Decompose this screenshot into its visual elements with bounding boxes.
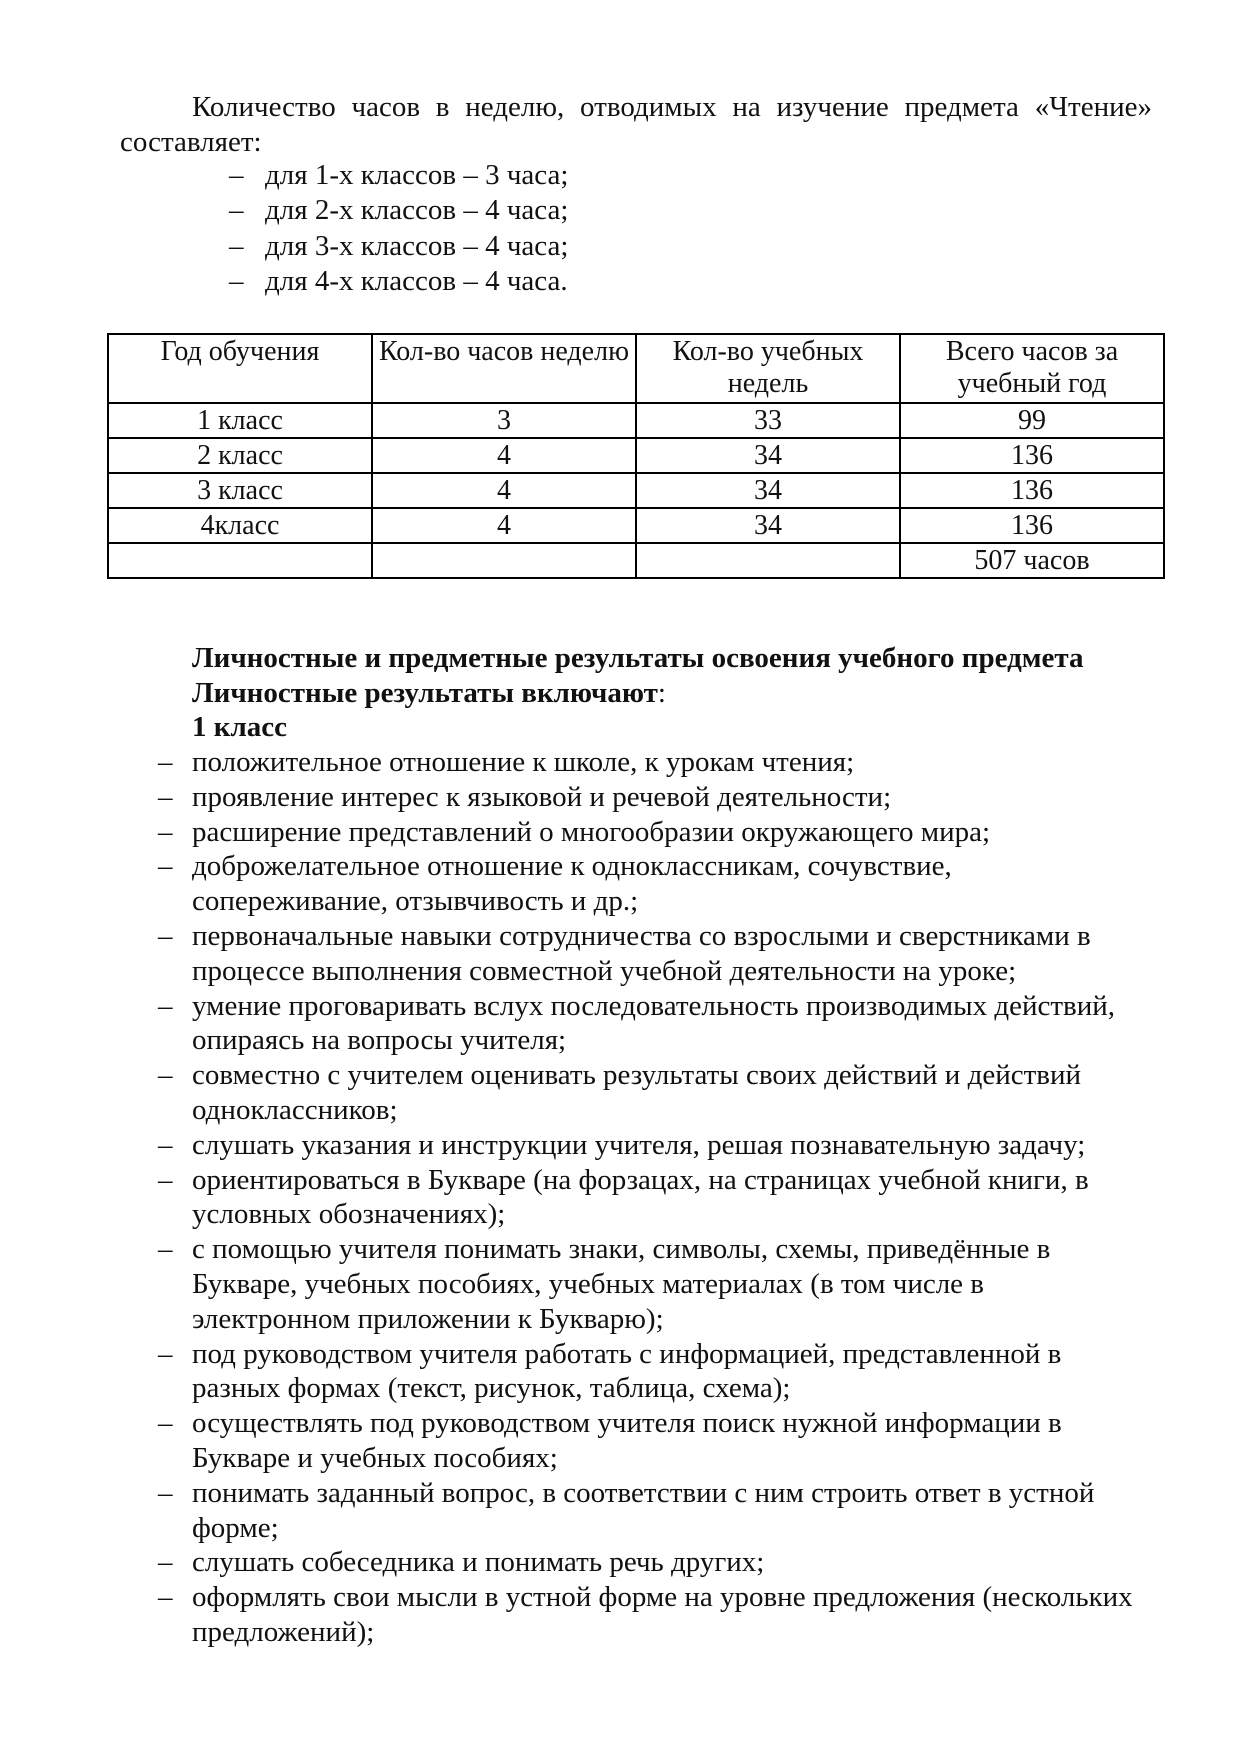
table-cell: 4 xyxy=(372,473,636,508)
dash-bullet: – xyxy=(229,159,244,191)
list-item-line: процессе выполнения совместной учебной деятельности на уроке; xyxy=(192,954,1017,987)
dash-bullet: – xyxy=(158,1546,173,1579)
list-item-line: умение проговаривать вслух последовательность производимых действий, xyxy=(192,989,1116,1022)
table-row xyxy=(108,473,1164,508)
list-item: для 1-х классов – 3 часа; xyxy=(265,159,569,191)
section-heading: Личностные и предметные результаты освоения учебного предмета xyxy=(192,642,1084,674)
table-row xyxy=(108,403,1164,438)
list-item-line: слушать собеседника и понимать речь других; xyxy=(192,1546,765,1579)
dash-bullet: – xyxy=(158,1476,173,1509)
hours-table xyxy=(107,333,1165,579)
dash-bullet: – xyxy=(158,1233,173,1266)
list-item-line: разных формах (текст, рисунок, таблица, схема); xyxy=(192,1372,791,1405)
table-cell: 507 часов xyxy=(900,543,1164,578)
dash-bullet: – xyxy=(229,194,244,227)
list-item-line: проявление интерес к языковой и речевой деятельности; xyxy=(192,780,892,813)
table-cell: 4 xyxy=(372,438,636,473)
list-item-line: ориентироваться в Букваре (на форзацах, на страницах учебной книги, в xyxy=(192,1163,1089,1196)
table-cell: 4 xyxy=(372,508,636,543)
list-item-line: с помощью учителя понимать знаки, символы, схемы, приведённые в xyxy=(192,1233,1051,1266)
table-cell: 3 xyxy=(372,403,636,438)
table-cell xyxy=(108,543,372,578)
table-row xyxy=(108,508,1164,543)
list-item-line: под руководством учителя работать с информацией, представленной в xyxy=(192,1337,1062,1370)
grade-label: 1 класс xyxy=(192,711,287,743)
dash-bullet: – xyxy=(158,989,173,1022)
table-cell xyxy=(636,543,900,578)
table-cell: 34 xyxy=(636,508,900,543)
list-item-line: первоначальные навыки сотрудничества со взрослыми и сверстниками в xyxy=(192,920,1091,952)
list-item-line: слушать указания и инструкции учителя, решая познавательную задачу; xyxy=(192,1128,1086,1161)
list-item-line: совместно с учителем оценивать результаты своих действий и действий xyxy=(192,1059,1082,1092)
list-item-line: Букваре, учебных пособиях, учебных материалах (в том числе в xyxy=(192,1268,984,1300)
table-cell: 136 xyxy=(900,508,1164,543)
list-item-line: сопереживание, отзывчивость и др.; xyxy=(192,885,639,918)
dash-bullet: – xyxy=(158,850,173,883)
dash-bullet: – xyxy=(158,1337,173,1370)
list-item-line: предложений); xyxy=(192,1616,375,1648)
dash-bullet: – xyxy=(158,1163,173,1196)
subheading-text: Личностные результаты включают xyxy=(192,677,658,709)
intro-paragraph: Количество часов в неделю, отводимых на изучение предмета «Чтение» составляет: xyxy=(120,91,1152,158)
table-cell xyxy=(372,543,636,578)
table-row xyxy=(108,438,1164,473)
table-cell: 34 xyxy=(636,438,900,473)
table-cell: 4класс xyxy=(108,508,372,543)
table-cell: 136 xyxy=(900,473,1164,508)
dash-bullet: – xyxy=(229,264,244,297)
dash-bullet: – xyxy=(158,1407,173,1440)
list-item-line: электронном приложении к Букварю); xyxy=(192,1302,664,1335)
dash-bullet: – xyxy=(158,815,173,848)
list-item-line: доброжелательное отношение к одноклассникам, сочувствие, xyxy=(192,850,952,883)
table-header-row xyxy=(108,334,1164,403)
list-item-line: опираясь на вопросы учителя; xyxy=(192,1024,567,1057)
table-cell: 1 класс xyxy=(108,403,372,438)
dash-bullet: – xyxy=(158,780,173,813)
dash-bullet: – xyxy=(158,1581,173,1614)
header-cell: Год обучения xyxy=(108,334,372,403)
table-cell: 99 xyxy=(900,403,1164,438)
subheading-colon: : xyxy=(657,677,666,709)
table-cell: 136 xyxy=(900,438,1164,473)
table-cell: 34 xyxy=(636,473,900,508)
list-item: для 3-х классов – 4 часа; xyxy=(265,229,569,262)
dash-bullet: – xyxy=(158,1059,173,1092)
list-item-line: осуществлять под руководством учителя поиск нужной информации в xyxy=(192,1407,1062,1440)
list-item-line: оформлять свои мысли в устной форме на уровне предложения (нескольких xyxy=(192,1581,1133,1614)
list-item-line: одноклассников; xyxy=(192,1094,398,1126)
table-cell: 2 класс xyxy=(108,438,372,473)
table-cell: 3 класс xyxy=(108,473,372,508)
list-item: для 4-х классов – 4 часа. xyxy=(265,264,568,297)
table-cell: 33 xyxy=(636,403,900,438)
list-item-line: положительное отношение к школе, к урокам чтения; xyxy=(192,746,855,778)
list-item-line: Букваре и учебных пособиях; xyxy=(192,1442,558,1474)
dash-bullet: – xyxy=(158,746,173,778)
dash-bullet: – xyxy=(158,920,173,952)
header-cell: Всего часов за учебный год xyxy=(900,334,1164,403)
subheading xyxy=(192,676,666,711)
table-row xyxy=(108,543,1164,578)
header-cell: Кол-во учебных недель xyxy=(636,334,900,403)
list-item-line: форме; xyxy=(192,1511,279,1544)
header-cell: Кол-во часов неделю xyxy=(372,334,636,403)
dash-bullet: – xyxy=(158,1128,173,1161)
list-item: для 2-х классов – 4 часа; xyxy=(265,194,569,227)
list-item-line: понимать заданный вопрос, в соответствии с ним строить ответ в устной xyxy=(192,1476,1095,1509)
dash-bullet: – xyxy=(229,229,244,262)
list-item-line: расширение представлений о многообразии окружающего мира; xyxy=(192,815,991,848)
list-item-line: условных обозначениях); xyxy=(192,1198,506,1231)
